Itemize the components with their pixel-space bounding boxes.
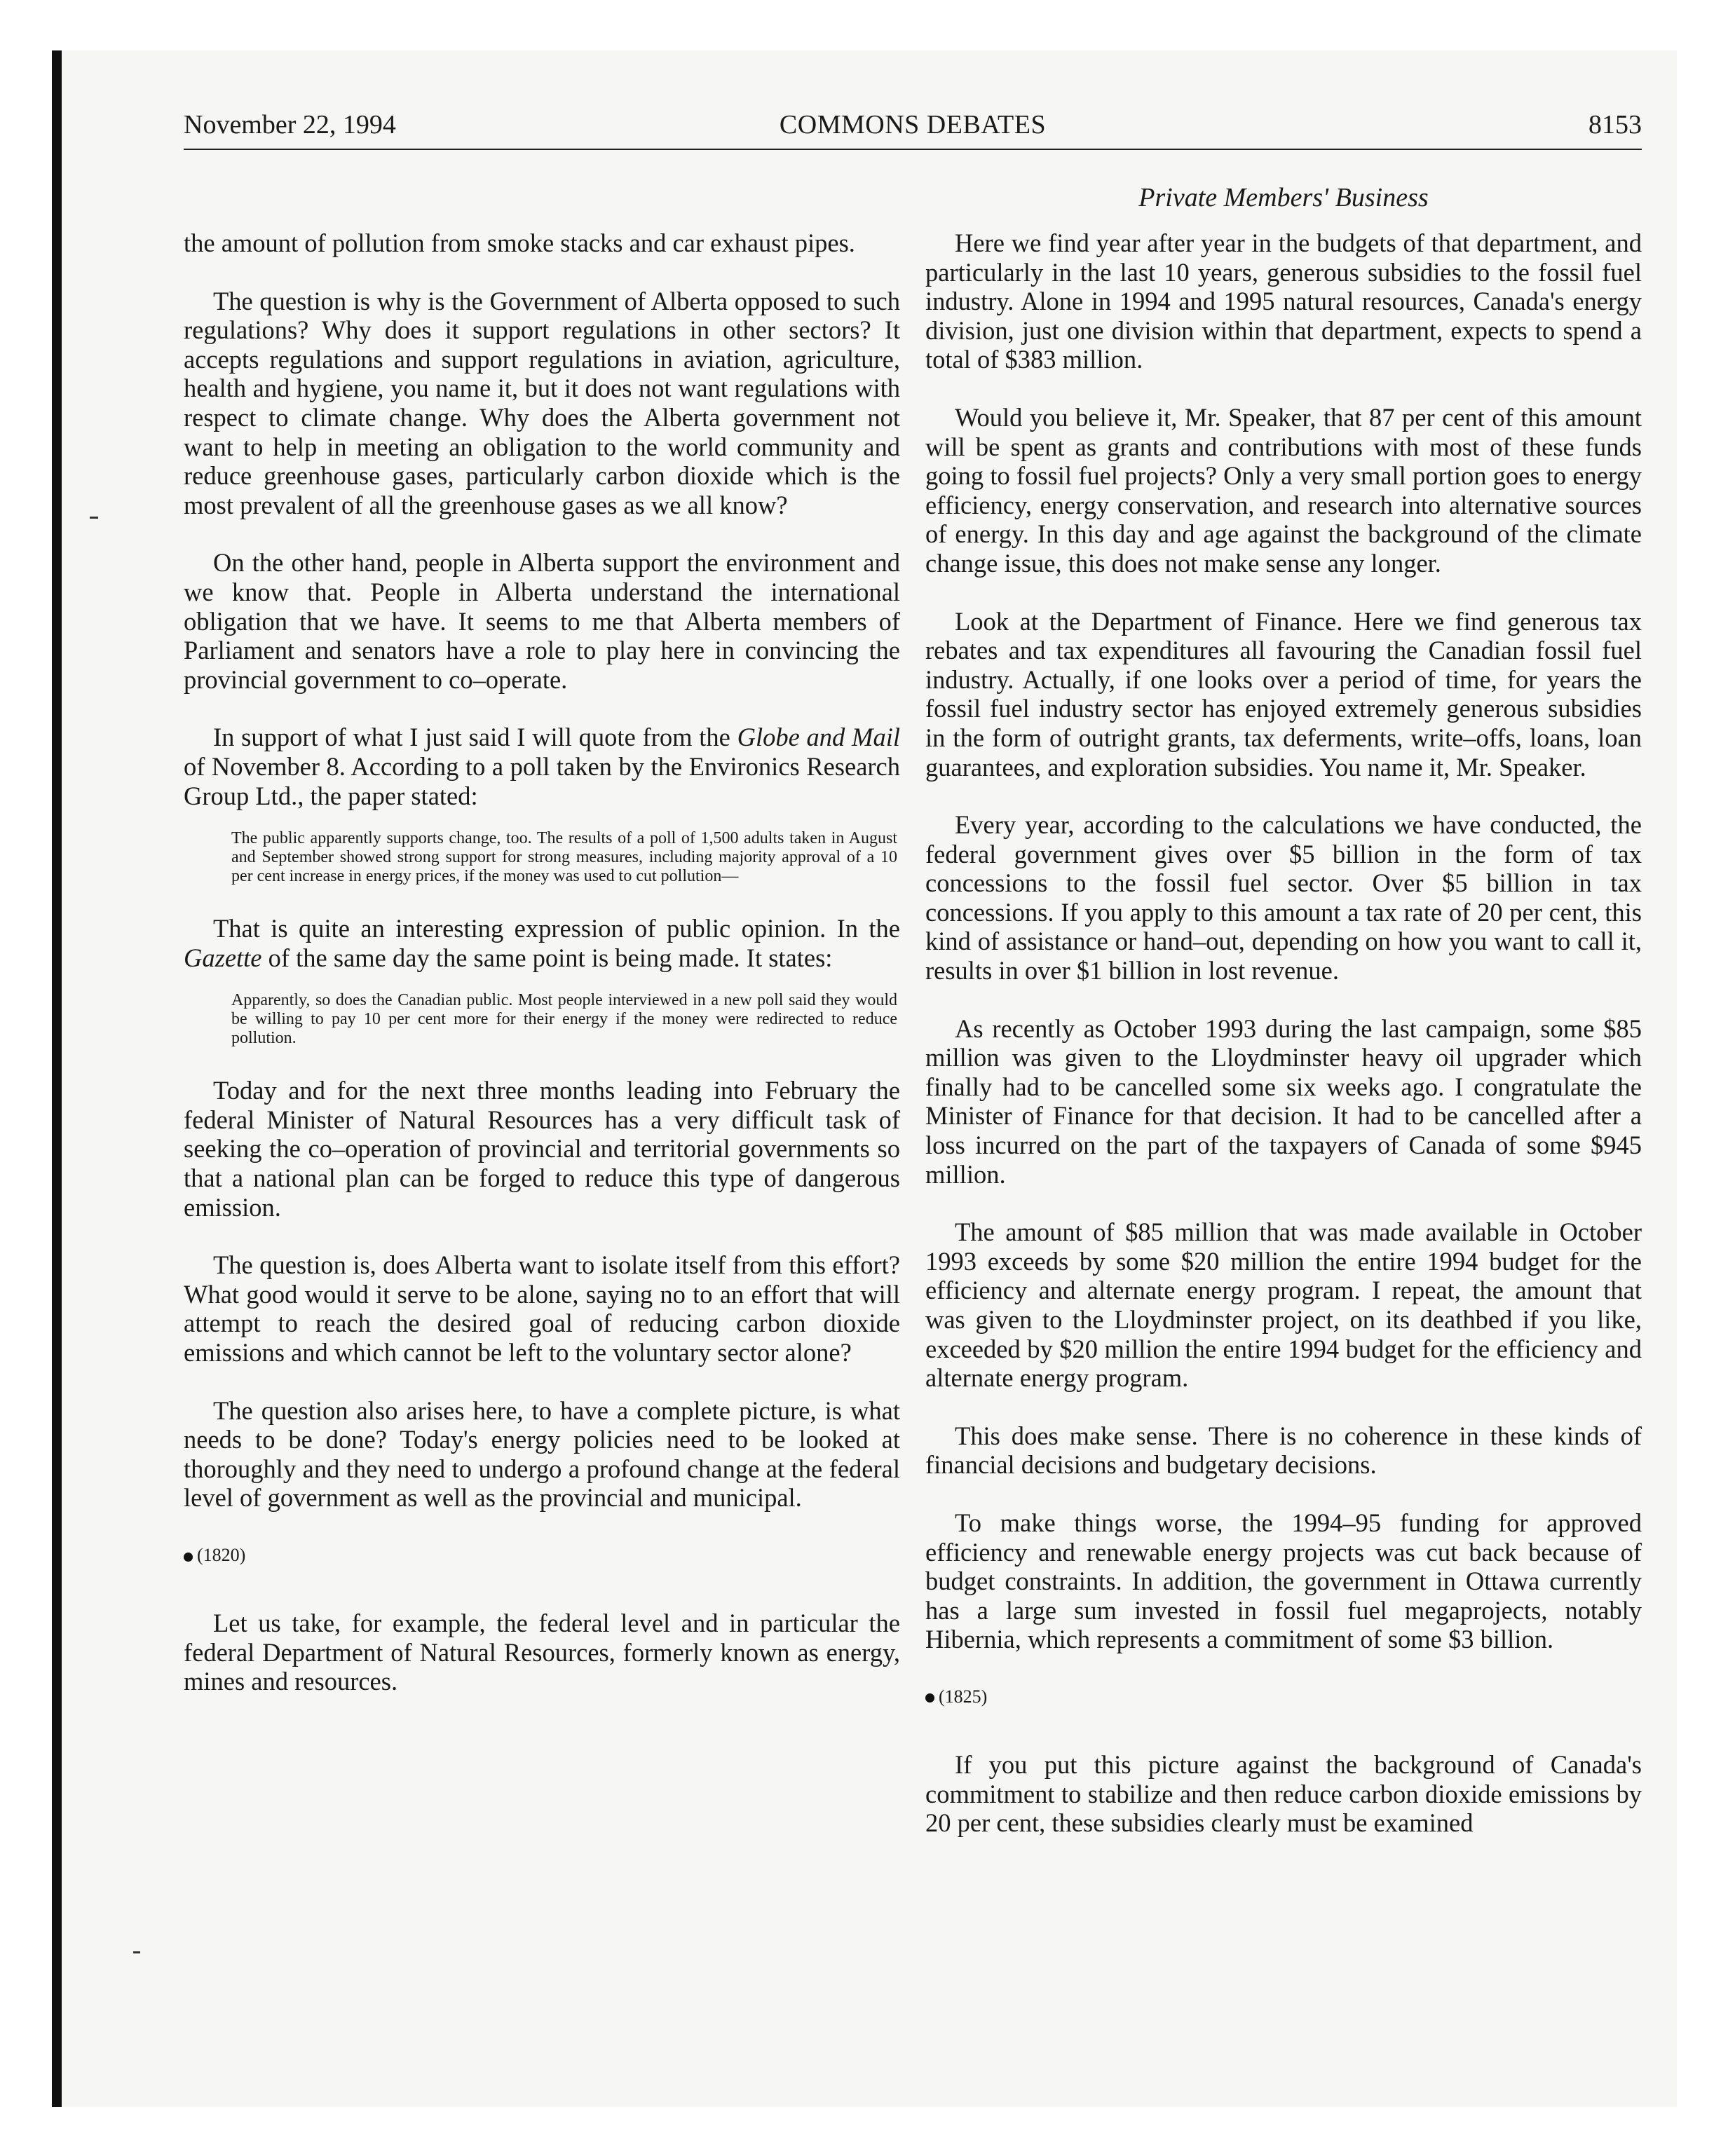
left-column bbox=[184, 228, 900, 1725]
left-paragraph-5 bbox=[184, 914, 900, 972]
newspaper-title-gazette: Gazette bbox=[184, 943, 262, 972]
bullet-icon bbox=[184, 1553, 193, 1562]
right-paragraph-4: Every year, according to the calculations we have conducted, the federal government gives over $5 billion in the form of tax concessions to the fossil fuel sector. Over $5 billion in tax concessions. If you apply to this amount a tax rate of 20 per cent, this kind of assistance or hand–out, depending on how you want to call it, results in over $1 billion in lost revenue. bbox=[925, 810, 1642, 985]
header-rule bbox=[184, 149, 1642, 150]
left-paragraph-5-text-a: That is quite an interesting expression of public opinion. In the bbox=[213, 914, 900, 943]
running-header bbox=[184, 107, 1642, 143]
left-paragraph-7: The question is, does Alberta want to isolate itself from this effort? What good would it serve to be alone, saying no to an effort that will attempt to reach the desired goal of reducing carbon dioxide emissions and which cannot be left to the voluntary sector alone? bbox=[184, 1250, 900, 1367]
timestamp-marker-left bbox=[184, 1541, 900, 1569]
left-paragraph-3: On the other hand, people in Alberta support the environment and we know that. People in Alberta understand the international obligation that we have. It seems to me that Alberta members of Parliament and senators have a role to play here in convincing the provincial government to co–operate. bbox=[184, 548, 900, 694]
scan-speck bbox=[90, 517, 98, 519]
left-paragraph-6: Today and for the next three months leading into February the federal Minister of Natural Resources has a very difficult task of seeking the co–operation of provincial and territorial governments so that a national plan can be forged to reduce this type of dangerous emission. bbox=[184, 1076, 900, 1222]
quotation-globe-and-mail: The public apparently supports change, too. The results of a poll of 1,500 adults taken in August and September showed strong support for strong measures, including majority approval of a 10 per cent increase in energy prices, if the money was used to cut pollution— bbox=[231, 829, 897, 886]
left-paragraph-9: Let us take, for example, the federal level and in particular the federal Department of Natural Resources, formerly known as energy, mines and resources. bbox=[184, 1609, 900, 1696]
right-paragraph-8: To make things worse, the 1994–95 funding for approved efficiency and renewable energy projects was cut back because of budget constraints. In addition, the government in Ottawa currently has a large sum invested in fossil fuel megaprojects, notably Hibernia, which represents a commitment of some $3 billion. bbox=[925, 1508, 1642, 1654]
scan-speck bbox=[133, 1951, 140, 1953]
left-paragraph-8: The question also arises here, to have a complete picture, is what needs to be done? Today's energy policies need to be looked at thoroughly and they need to undergo a profound change at the federal level of government as well as the provincial and municipal. bbox=[184, 1396, 900, 1513]
left-paragraph-5-text-b: of the same day the same point is being made. It states: bbox=[261, 943, 833, 972]
timestamp-marker-right bbox=[925, 1683, 1642, 1711]
right-paragraph-1: Here we find year after year in the budgets of that department, and particularly in the last 10 years, generous subsidies to the fossil fuel industry. Alone in 1994 and 1995 natural resources, Canada's energy division, just one division within that department, expects to spend a total of $383 million. bbox=[925, 228, 1642, 374]
left-paragraph-2: The question is why is the Government of Alberta opposed to such regulations? Why does it support regulations in other sectors? It accepts regulations and support regulations in aviation, agriculture, health and hygiene, you name it, but it does not want regulations with respect to climate change. Why does the Alberta government not want to help in meeting an obligation to the world community and reduce greenhouse gases, particularly carbon dioxide which is the most prevalent of all the greenhouse gases as we all know? bbox=[184, 286, 900, 519]
right-paragraph-7: This does make sense. There is no coherence in these kinds of financial decisions and budgetary decisions. bbox=[925, 1421, 1642, 1480]
right-paragraph-3: Look at the Department of Finance. Here we find generous tax rebates and tax expenditures all favouring the Canadian fossil fuel industry. Actually, if one looks over a period of time, for years the fossil fuel industry sector has enjoyed extremely generous subsidies in the form of outright grants, tax deferments, write–offs, loans, loan guarantees, and exploration subsidies. You name it, Mr. Speaker. bbox=[925, 606, 1642, 782]
timestamp-text-left: (1820) bbox=[197, 1545, 246, 1565]
bullet-icon bbox=[925, 1693, 934, 1703]
right-paragraph-5: As recently as October 1993 during the last campaign, some $85 million was given to the Lloydminster heavy oil upgrader which finally had to be cancelled some six weeks ago. I congratulate the Minister of Finance for that decision. It had to be cancelled after a loss incurred on the part of the taxpayers of Canada of some $945 million. bbox=[925, 1014, 1642, 1189]
right-column bbox=[925, 228, 1642, 1867]
timestamp-text-right: (1825) bbox=[939, 1686, 988, 1707]
quotation-gazette: Apparently, so does the Canadian public. Most people interviewed in a new poll said they would be willing to pay 10 per cent more for their energy if the money were redirected to reduce pollution. bbox=[231, 991, 897, 1048]
left-paragraph-4 bbox=[184, 723, 900, 810]
right-paragraph-6: The amount of $85 million that was made available in October 1993 exceeds by some $20 million the entire 1994 budget for the efficiency and alternate energy program. I repeat, the amount that was given to the Lloydminster project, on its deathbed if you like, exceeded by $20 million the entire 1994 budget for the efficiency and alternate energy program. bbox=[925, 1217, 1642, 1393]
header-journal-title: COMMONS DEBATES bbox=[779, 110, 1047, 139]
right-paragraph-2: Would you believe it, Mr. Speaker, that 87 per cent of this amount will be spent as grants and contributions with most of these funds going to fossil fuel projects? Only a very small portion goes to energy efficiency, energy conservation, and research into alternative sources of energy. In this day and age against the background of the climate change issue, this does not make sense any longer. bbox=[925, 402, 1642, 578]
header-page-number: 8153 bbox=[1588, 110, 1642, 139]
right-paragraph-9: If you put this picture against the background of Canada's commitment to stabilize and then reduce carbon dioxide emissions by 20 per cent, these subsidies clearly must be examined bbox=[925, 1749, 1642, 1838]
header-date: November 22, 1994 bbox=[184, 110, 396, 139]
left-paragraph-4-text-b: of November 8. According to a poll taken by the Environics Research Group Ltd., the paper stated: bbox=[184, 751, 900, 810]
left-paragraph-4-text-a: In support of what I just said I will quote from the bbox=[213, 723, 737, 752]
binding-shadow bbox=[52, 50, 62, 2107]
section-label: Private Members' Business bbox=[1138, 183, 1429, 212]
left-paragraph-1: the amount of pollution from smoke stacks and car exhaust pipes. bbox=[184, 228, 855, 257]
newspaper-title-globe-and-mail: Globe and Mail bbox=[737, 723, 900, 752]
